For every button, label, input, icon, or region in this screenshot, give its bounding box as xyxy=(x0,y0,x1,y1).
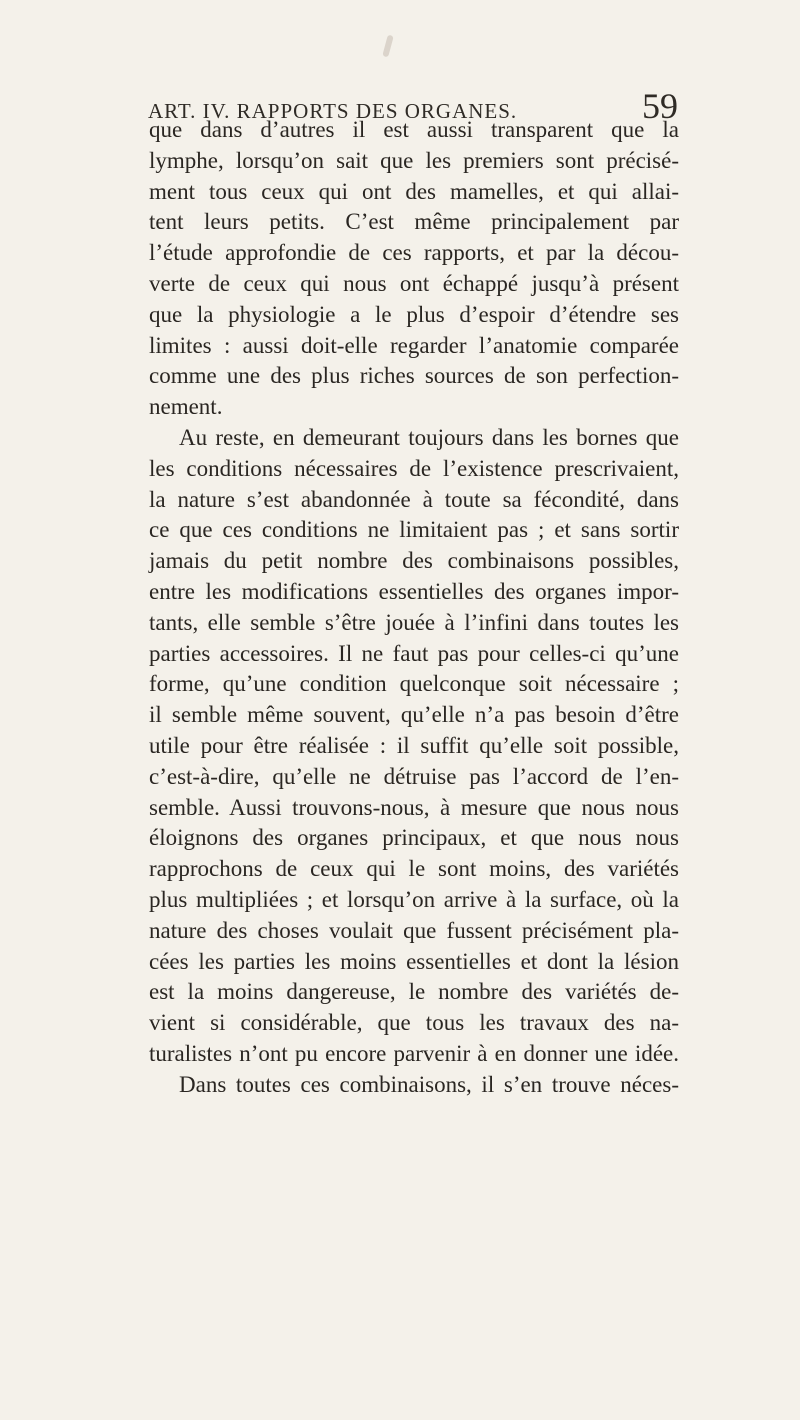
text-line: les conditions nécessaires de l’existence prescrivaient, xyxy=(149,455,679,481)
text-line: rapprochons de ceux qui le sont moins, des variétés xyxy=(149,856,679,882)
text-line: comme une des plus riches sources de son perfection- xyxy=(149,363,679,389)
body-text xyxy=(149,115,679,1101)
text-line: est la moins dangereuse, le nombre des variétés de- xyxy=(149,979,679,1005)
text-line: que dans d’autres il est aussi transparent que la xyxy=(149,117,679,142)
text-line: verte de ceux qui nous ont échappé jusqu’à présent xyxy=(149,270,679,296)
text-line: vient si considérable, que tous les travaux des na- xyxy=(149,1010,679,1036)
text-line: que la physiologie a le plus d’espoir d’étendre ses xyxy=(149,301,679,327)
text-line: cées les parties les moins essentielles et dont la lésion xyxy=(149,948,679,974)
text-line: utile pour être réalisée : il suffit qu’elle soit possible, xyxy=(149,732,679,758)
text-line: ment tous ceux qui ont des mamelles, et qui allai- xyxy=(149,178,679,204)
text-line: nature des choses voulait que fussent précisément pla- xyxy=(149,917,679,943)
text-line: turalistes n’ont pu encore parvenir à en donner une idée. xyxy=(149,1040,679,1066)
text-line: Au reste, en demeurant toujours dans les bornes que xyxy=(179,424,679,450)
text-line: jamais du petit nombre des combinaisons possibles, xyxy=(149,548,679,574)
text-line: la nature s’est abandonnée à toute sa fécondité, dans xyxy=(149,486,679,512)
text-line: l’étude approfondie de ces rapports, et par la décou- xyxy=(149,240,679,266)
text-line: semble. Aussi trouvons-nous, à mesure que nous nous xyxy=(149,794,679,820)
text-line: nement. xyxy=(149,394,223,420)
running-title: ART. IV. RAPPORTS DES ORGANES. xyxy=(148,99,518,123)
text-line: ce que ces conditions ne limitaient pas ; et sans sortir xyxy=(149,517,679,543)
text-line: plus multipliées ; et lorsqu’on arrive à la surface, où la xyxy=(149,886,679,912)
text-line: c’est-à-dire, qu’elle ne détruise pas l’accord de l’en- xyxy=(149,763,679,789)
text-line: tent leurs petits. C’est même principalement par xyxy=(149,209,679,235)
text-line: lymphe, lorsqu’on sait que les premiers sont précisé- xyxy=(149,147,679,173)
text-line: forme, qu’une condition quelconque soit nécessaire ; xyxy=(149,671,679,697)
text-line: éloignons des organes principaux, et que nous nous xyxy=(149,825,679,851)
text-line: limites : aussi doit-elle regarder l’anatomie comparée xyxy=(149,332,679,358)
page-number: 59 xyxy=(642,86,678,126)
text-line: Dans toutes ces combinaisons, il s’en trouve néces- xyxy=(179,1071,679,1097)
ink-smudge xyxy=(382,35,393,58)
text-line: tants, elle semble s’être jouée à l’infini dans toutes les xyxy=(149,609,679,635)
text-line: entre les modifications essentielles des organes impor- xyxy=(149,578,679,604)
text-line: il semble même souvent, qu’elle n’a pas besoin d’être xyxy=(149,702,679,728)
text-line: parties accessoires. Il ne faut pas pour celles-ci qu’une xyxy=(149,640,679,666)
